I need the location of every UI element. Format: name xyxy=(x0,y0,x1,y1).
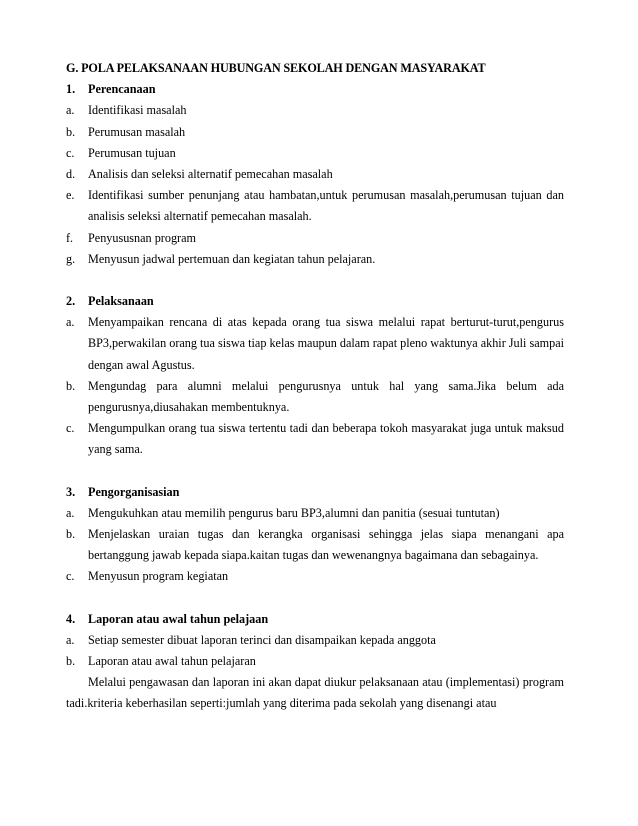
list-marker: g. xyxy=(66,251,76,266)
list-text: Perumusan masalah xyxy=(88,124,186,139)
section-title: Perencanaan xyxy=(88,82,156,97)
list-text: Mengundag para alumni melalui pengurusnya untuk hal yang sama.Jika belum ada pengurusnya,diusahakan membentuknya. xyxy=(88,378,564,415)
list-item xyxy=(66,185,564,227)
document-title: G. POLA PELAKSANAAN HUBUNGAN SEKOLAH DENGAN MASYARAKAT xyxy=(66,61,486,75)
list-text: Mengukuhkan atau memilih pengurus baru BP3,alumni dan panitia (sesuai tuntutan) xyxy=(88,505,500,520)
list-marker: a. xyxy=(66,103,75,118)
section-number: 3. xyxy=(66,484,76,499)
list-text: Menyampaikan rencana di atas kepada orang tua siswa melalui rapat berturut-turut,pengurus BP3,perwakilan orang tua siswa tiap kelas maupun dalam rapat pleno waktunya akhir Juli sampai dengan awal Agustus. xyxy=(88,315,564,372)
list-marker: c. xyxy=(66,145,75,160)
section-heading xyxy=(66,79,564,100)
section-title: Laporan atau awal tahun pelajaan xyxy=(88,611,269,626)
list-text: Identifikasi sumber penunjang atau hambatan,untuk perumusan masalah,perumusan tujuan dan analisis seleksi alternatif pemecahan masalah. xyxy=(88,188,564,224)
list-item xyxy=(66,228,564,249)
list-item xyxy=(66,418,564,460)
list-item xyxy=(66,164,564,185)
list-marker: a. xyxy=(66,632,75,647)
list-text: Menyusun program kegiatan xyxy=(88,569,229,584)
section-heading xyxy=(66,609,564,630)
body-paragraph: Melalui pengawasan dan laporan ini akan dapat diukur pelaksanaan atau (implementasi) program tadi.kriteria keberhasilan seperti:jumlah yang diterima pada sekolah yang disenangi atau xyxy=(66,675,564,711)
list-text: Setiap semester dibuat laporan terinci dan disampaikan kepada anggota xyxy=(88,632,436,647)
list-item xyxy=(66,651,564,672)
list-item xyxy=(66,249,564,270)
section-spacer xyxy=(66,588,564,609)
list-marker: b. xyxy=(66,654,76,669)
section-number: 4. xyxy=(66,611,76,626)
list-marker: d. xyxy=(66,167,76,182)
list-item xyxy=(66,566,564,587)
section-spacer xyxy=(66,270,564,291)
list-item xyxy=(66,100,564,121)
document-page xyxy=(66,58,564,715)
list-marker: b. xyxy=(66,124,76,139)
list-text: Analisis dan seleksi alternatif pemecahan masalah xyxy=(88,167,333,182)
list-text: Menyusun jadwal pertemuan dan kegiatan tahun pelajaran. xyxy=(88,251,376,266)
list-item xyxy=(66,524,564,566)
list-item xyxy=(66,143,564,164)
section-title: Pengorganisasian xyxy=(88,484,180,499)
list-item xyxy=(66,122,564,143)
section-number: 2. xyxy=(66,294,76,309)
list-item xyxy=(66,630,564,651)
list-text: Perumusan tujuan xyxy=(88,145,176,160)
section-number: 1. xyxy=(66,82,76,97)
section-heading xyxy=(66,482,564,503)
section-spacer xyxy=(66,461,564,482)
list-item xyxy=(66,376,564,418)
list-marker: f. xyxy=(66,230,74,245)
section-title: Pelaksanaan xyxy=(88,294,154,309)
list-text: Penyususnan program xyxy=(88,230,196,245)
list-marker: a. xyxy=(66,315,75,330)
list-marker: b. xyxy=(66,378,76,393)
section-heading xyxy=(66,291,564,312)
list-text: Laporan atau awal tahun pelajaran xyxy=(88,654,256,669)
list-marker: a. xyxy=(66,505,75,520)
list-item xyxy=(66,503,564,524)
list-marker: e. xyxy=(66,188,75,203)
list-marker: c. xyxy=(66,421,75,436)
list-text: Identifikasi masalah xyxy=(88,103,187,118)
list-marker: b. xyxy=(66,527,76,542)
list-item xyxy=(66,312,564,376)
list-text: Menjelaskan uraian tugas dan kerangka organisasi sehingga jelas siapa menangani apa bertanggung jawab kepada siapa.kaitan tugas dan wewenangnya bagaimana dan sebagainya. xyxy=(88,527,564,563)
list-text: Mengumpulkan orang tua siswa tertentu tadi dan beberapa tokoh masyarakat juga untuk maksud yang sama. xyxy=(88,421,564,457)
list-marker: c. xyxy=(66,569,75,584)
